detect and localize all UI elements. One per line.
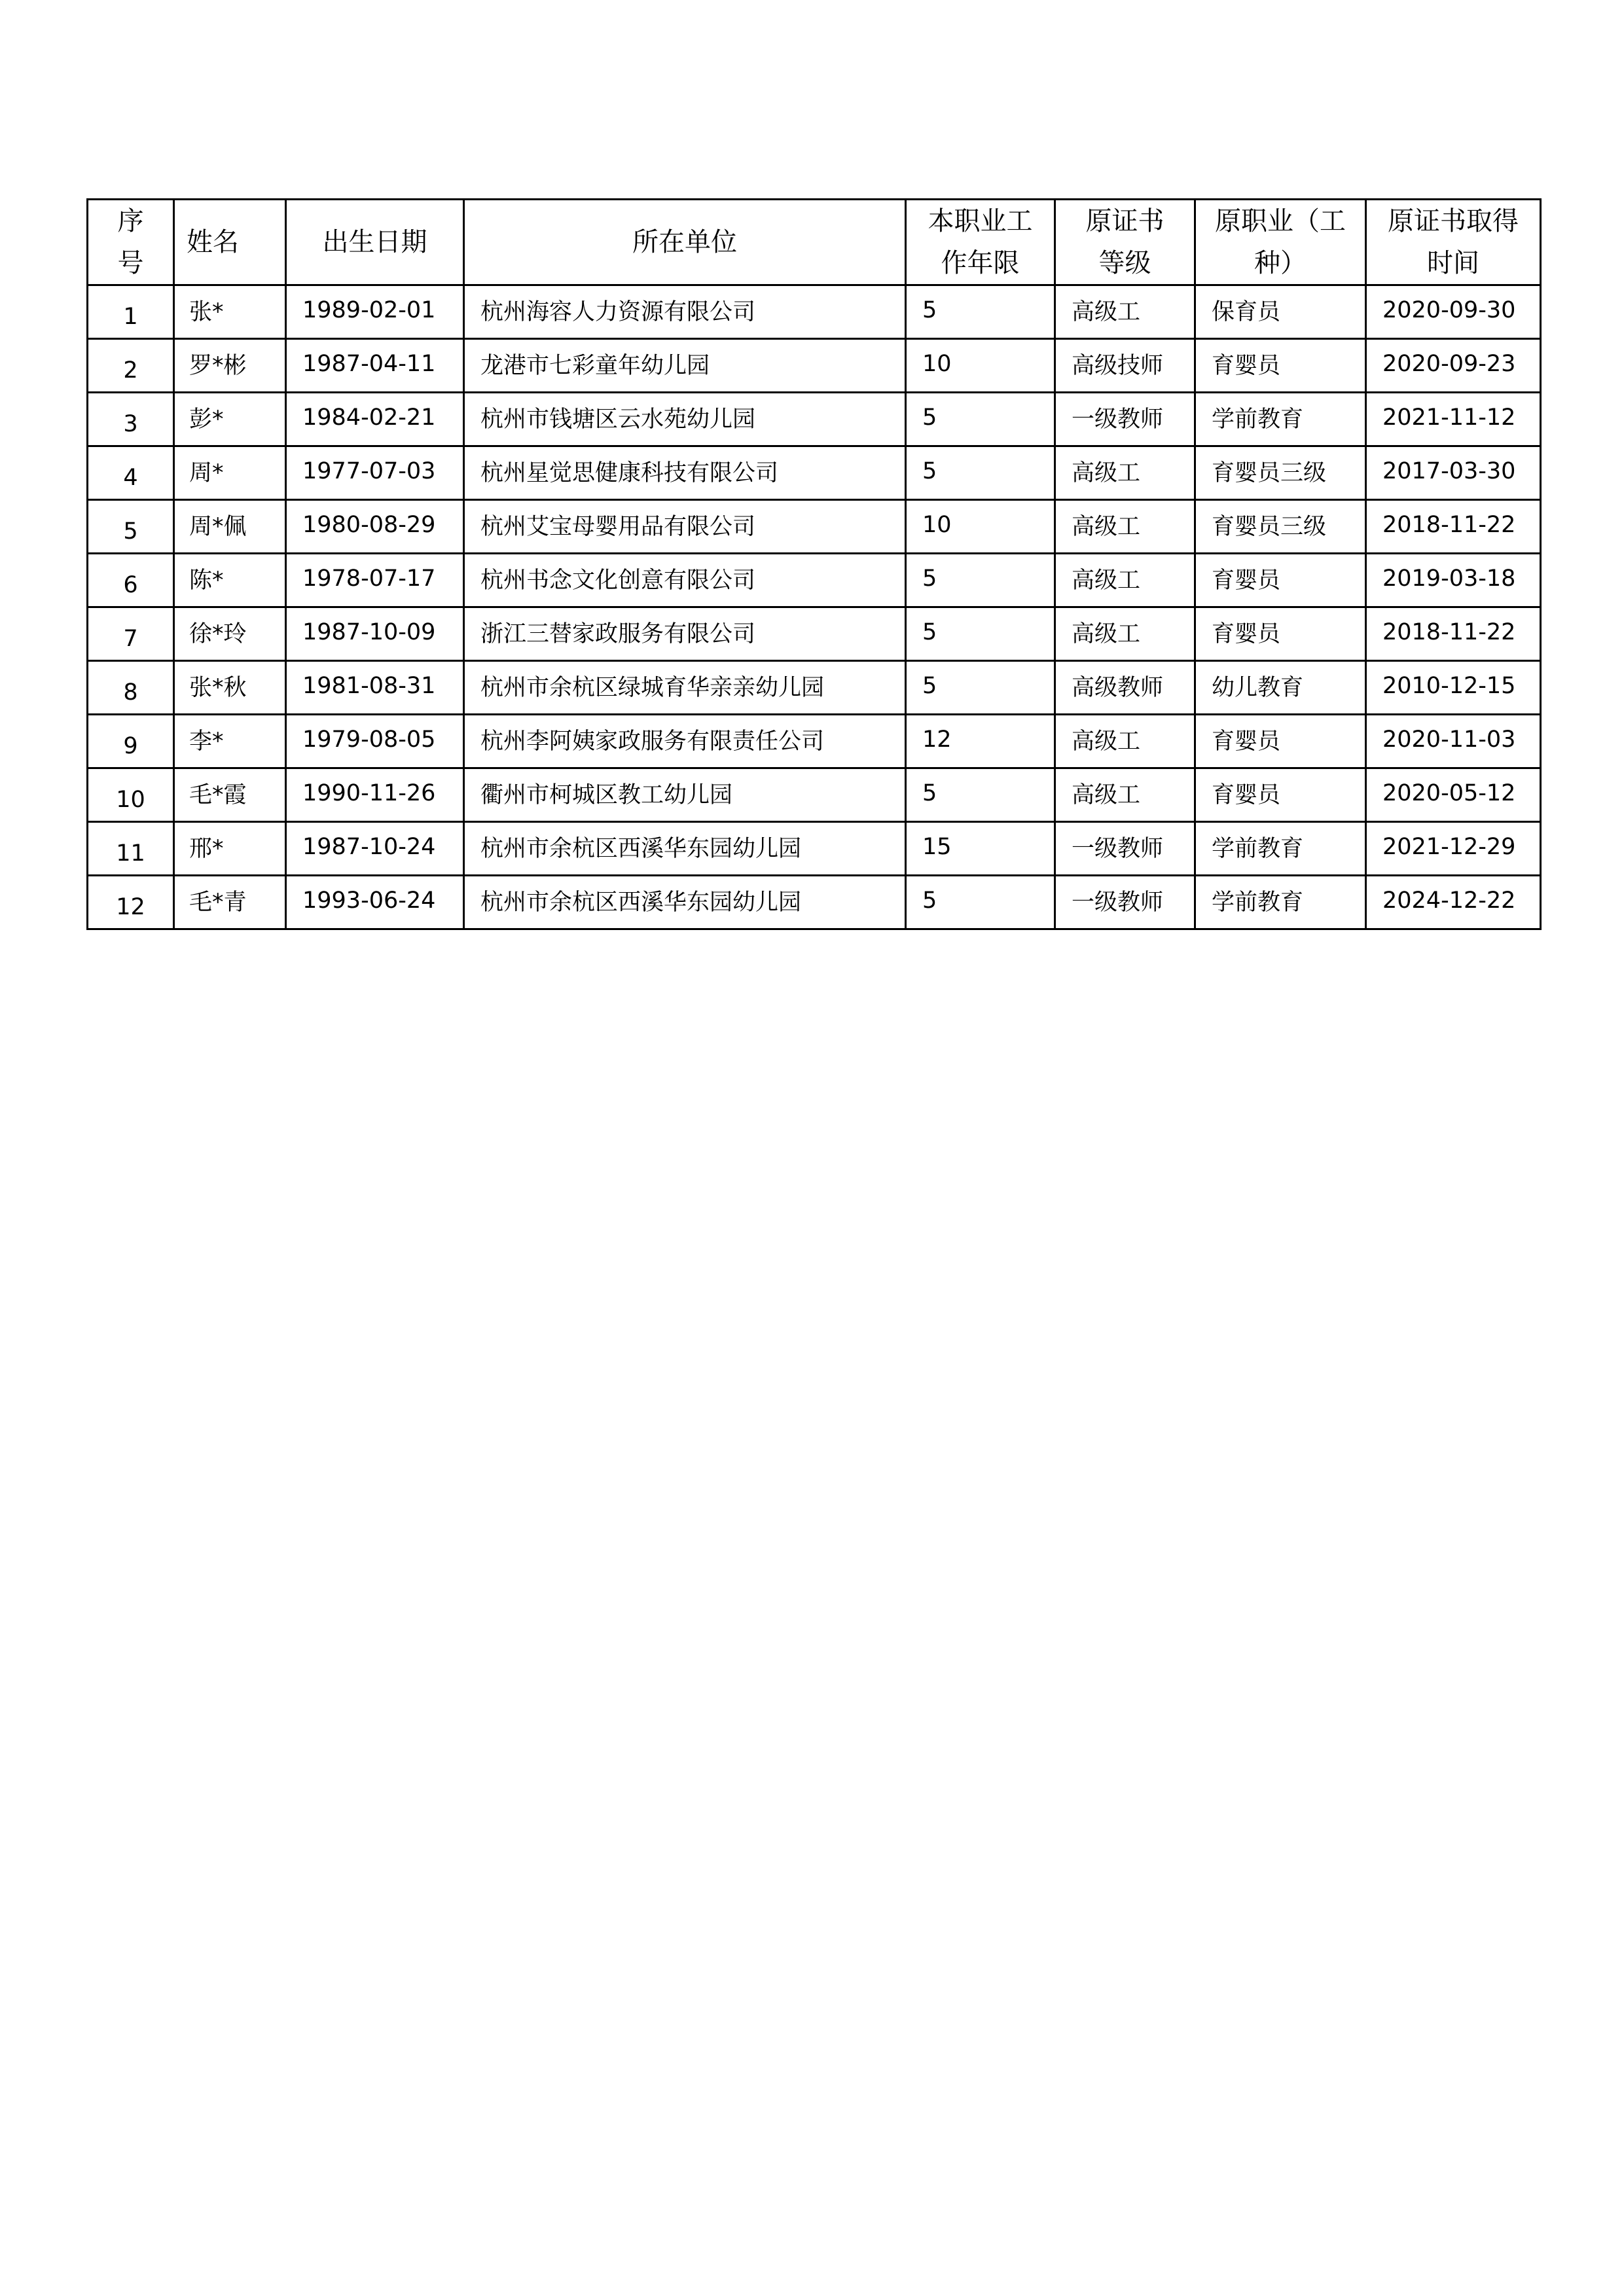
- cell-cert-level: 高级工: [1055, 768, 1195, 822]
- table-row: [88, 554, 1541, 607]
- header-work-years: 本职业工 作年限: [906, 200, 1055, 285]
- cell-unit: 杭州市余杭区绿城育华亲亲幼儿园: [464, 661, 906, 715]
- cell-occupation: 育婴员三级: [1195, 500, 1366, 554]
- cell-seq: 2: [88, 339, 174, 393]
- cell-occupation: 育婴员: [1195, 554, 1366, 607]
- cell-cert-level: 高级工: [1055, 285, 1195, 339]
- cell-occupation: 育婴员: [1195, 339, 1366, 393]
- cell-seq: 9: [88, 715, 174, 768]
- cell-birth-date: 1981-08-31: [286, 661, 464, 715]
- table-row: [88, 500, 1541, 554]
- cell-cert-level: 高级教师: [1055, 661, 1195, 715]
- cell-birth-date: 1987-04-11: [286, 339, 464, 393]
- table-row: [88, 876, 1541, 929]
- cell-cert-date: 2020-11-03: [1366, 715, 1541, 768]
- cell-cert-level: 高级工: [1055, 500, 1195, 554]
- table-body: [88, 285, 1541, 929]
- cell-occupation: 育婴员: [1195, 715, 1366, 768]
- cell-cert-level: 一级教师: [1055, 822, 1195, 876]
- header-cert-level: 原证书 等级: [1055, 200, 1195, 285]
- cell-work-years: 5: [906, 554, 1055, 607]
- cell-cert-date: 2021-11-12: [1366, 393, 1541, 446]
- cell-occupation: 幼儿教育: [1195, 661, 1366, 715]
- cell-work-years: 10: [906, 500, 1055, 554]
- cell-work-years: 5: [906, 661, 1055, 715]
- cell-cert-date: 2020-09-23: [1366, 339, 1541, 393]
- cell-seq: 4: [88, 446, 174, 500]
- header-unit: 所在单位: [464, 200, 906, 285]
- cell-name: 邢*: [174, 822, 286, 876]
- cell-cert-date: 2024-12-22: [1366, 876, 1541, 929]
- cell-seq: 10: [88, 768, 174, 822]
- cell-unit: 杭州艾宝母婴用品有限公司: [464, 500, 906, 554]
- table-row: [88, 822, 1541, 876]
- header-seq: 序 号: [88, 200, 174, 285]
- cell-birth-date: 1990-11-26: [286, 768, 464, 822]
- cell-work-years: 5: [906, 607, 1055, 661]
- cell-birth-date: 1980-08-29: [286, 500, 464, 554]
- cell-work-years: 5: [906, 393, 1055, 446]
- table-row: [88, 339, 1541, 393]
- cell-cert-level: 高级工: [1055, 446, 1195, 500]
- cell-name: 陈*: [174, 554, 286, 607]
- cell-name: 徐*玲: [174, 607, 286, 661]
- cell-work-years: 10: [906, 339, 1055, 393]
- cell-work-years: 5: [906, 768, 1055, 822]
- cell-unit: 杭州李阿姨家政服务有限责任公司: [464, 715, 906, 768]
- cell-occupation: 育婴员: [1195, 768, 1366, 822]
- cell-occupation: 学前教育: [1195, 822, 1366, 876]
- cell-birth-date: 1978-07-17: [286, 554, 464, 607]
- cell-work-years: 5: [906, 876, 1055, 929]
- cell-unit: 龙港市七彩童年幼儿园: [464, 339, 906, 393]
- cell-name: 周*佩: [174, 500, 286, 554]
- cell-work-years: 5: [906, 446, 1055, 500]
- cell-unit: 衢州市柯城区教工幼儿园: [464, 768, 906, 822]
- table-header-row: [88, 200, 1541, 285]
- table-row: [88, 607, 1541, 661]
- cell-cert-level: 一级教师: [1055, 876, 1195, 929]
- cell-seq: 3: [88, 393, 174, 446]
- cell-cert-level: 高级工: [1055, 607, 1195, 661]
- cell-birth-date: 1987-10-24: [286, 822, 464, 876]
- cell-unit: 杭州书念文化创意有限公司: [464, 554, 906, 607]
- cell-seq: 8: [88, 661, 174, 715]
- cell-name: 张*秋: [174, 661, 286, 715]
- cell-work-years: 5: [906, 285, 1055, 339]
- cell-cert-date: 2019-03-18: [1366, 554, 1541, 607]
- cell-occupation: 育婴员三级: [1195, 446, 1366, 500]
- cell-unit: 杭州海容人力资源有限公司: [464, 285, 906, 339]
- header-occupation: 原职业（工 种）: [1195, 200, 1366, 285]
- cell-birth-date: 1989-02-01: [286, 285, 464, 339]
- cell-occupation: 保育员: [1195, 285, 1366, 339]
- header-cert-date: 原证书取得 时间: [1366, 200, 1541, 285]
- cell-name: 罗*彬: [174, 339, 286, 393]
- cell-unit: 杭州市余杭区西溪华东园幼儿园: [464, 876, 906, 929]
- cell-birth-date: 1984-02-21: [286, 393, 464, 446]
- cell-cert-level: 高级技师: [1055, 339, 1195, 393]
- cell-birth-date: 1979-08-05: [286, 715, 464, 768]
- cell-cert-date: 2021-12-29: [1366, 822, 1541, 876]
- table-row: [88, 446, 1541, 500]
- cell-unit: 杭州市余杭区西溪华东园幼儿园: [464, 822, 906, 876]
- cell-cert-date: 2018-11-22: [1366, 607, 1541, 661]
- cell-name: 毛*青: [174, 876, 286, 929]
- cell-seq: 7: [88, 607, 174, 661]
- cell-cert-level: 一级教师: [1055, 393, 1195, 446]
- cell-unit: 浙江三替家政服务有限公司: [464, 607, 906, 661]
- cell-cert-level: 高级工: [1055, 715, 1195, 768]
- cell-name: 李*: [174, 715, 286, 768]
- cell-occupation: 育婴员: [1195, 607, 1366, 661]
- header-name: 姓名: [174, 200, 286, 285]
- cell-name: 彭*: [174, 393, 286, 446]
- cell-work-years: 15: [906, 822, 1055, 876]
- table-row: [88, 768, 1541, 822]
- candidates-table: [86, 198, 1542, 930]
- cell-seq: 5: [88, 500, 174, 554]
- header-birth-date: 出生日期: [286, 200, 464, 285]
- cell-unit: 杭州星觉思健康科技有限公司: [464, 446, 906, 500]
- table-row: [88, 661, 1541, 715]
- cell-birth-date: 1987-10-09: [286, 607, 464, 661]
- cell-seq: 11: [88, 822, 174, 876]
- cell-seq: 1: [88, 285, 174, 339]
- table-row: [88, 715, 1541, 768]
- cell-work-years: 12: [906, 715, 1055, 768]
- cell-cert-date: 2020-09-30: [1366, 285, 1541, 339]
- cell-name: 毛*霞: [174, 768, 286, 822]
- cell-cert-date: 2017-03-30: [1366, 446, 1541, 500]
- cell-birth-date: 1993-06-24: [286, 876, 464, 929]
- cell-cert-date: 2020-05-12: [1366, 768, 1541, 822]
- cell-cert-level: 高级工: [1055, 554, 1195, 607]
- cell-seq: 6: [88, 554, 174, 607]
- cell-unit: 杭州市钱塘区云水苑幼儿园: [464, 393, 906, 446]
- cell-occupation: 学前教育: [1195, 876, 1366, 929]
- cell-seq: 12: [88, 876, 174, 929]
- table-row: [88, 285, 1541, 339]
- cell-occupation: 学前教育: [1195, 393, 1366, 446]
- cell-cert-date: 2010-12-15: [1366, 661, 1541, 715]
- cell-name: 周*: [174, 446, 286, 500]
- cell-name: 张*: [174, 285, 286, 339]
- cell-birth-date: 1977-07-03: [286, 446, 464, 500]
- cell-cert-date: 2018-11-22: [1366, 500, 1541, 554]
- table-row: [88, 393, 1541, 446]
